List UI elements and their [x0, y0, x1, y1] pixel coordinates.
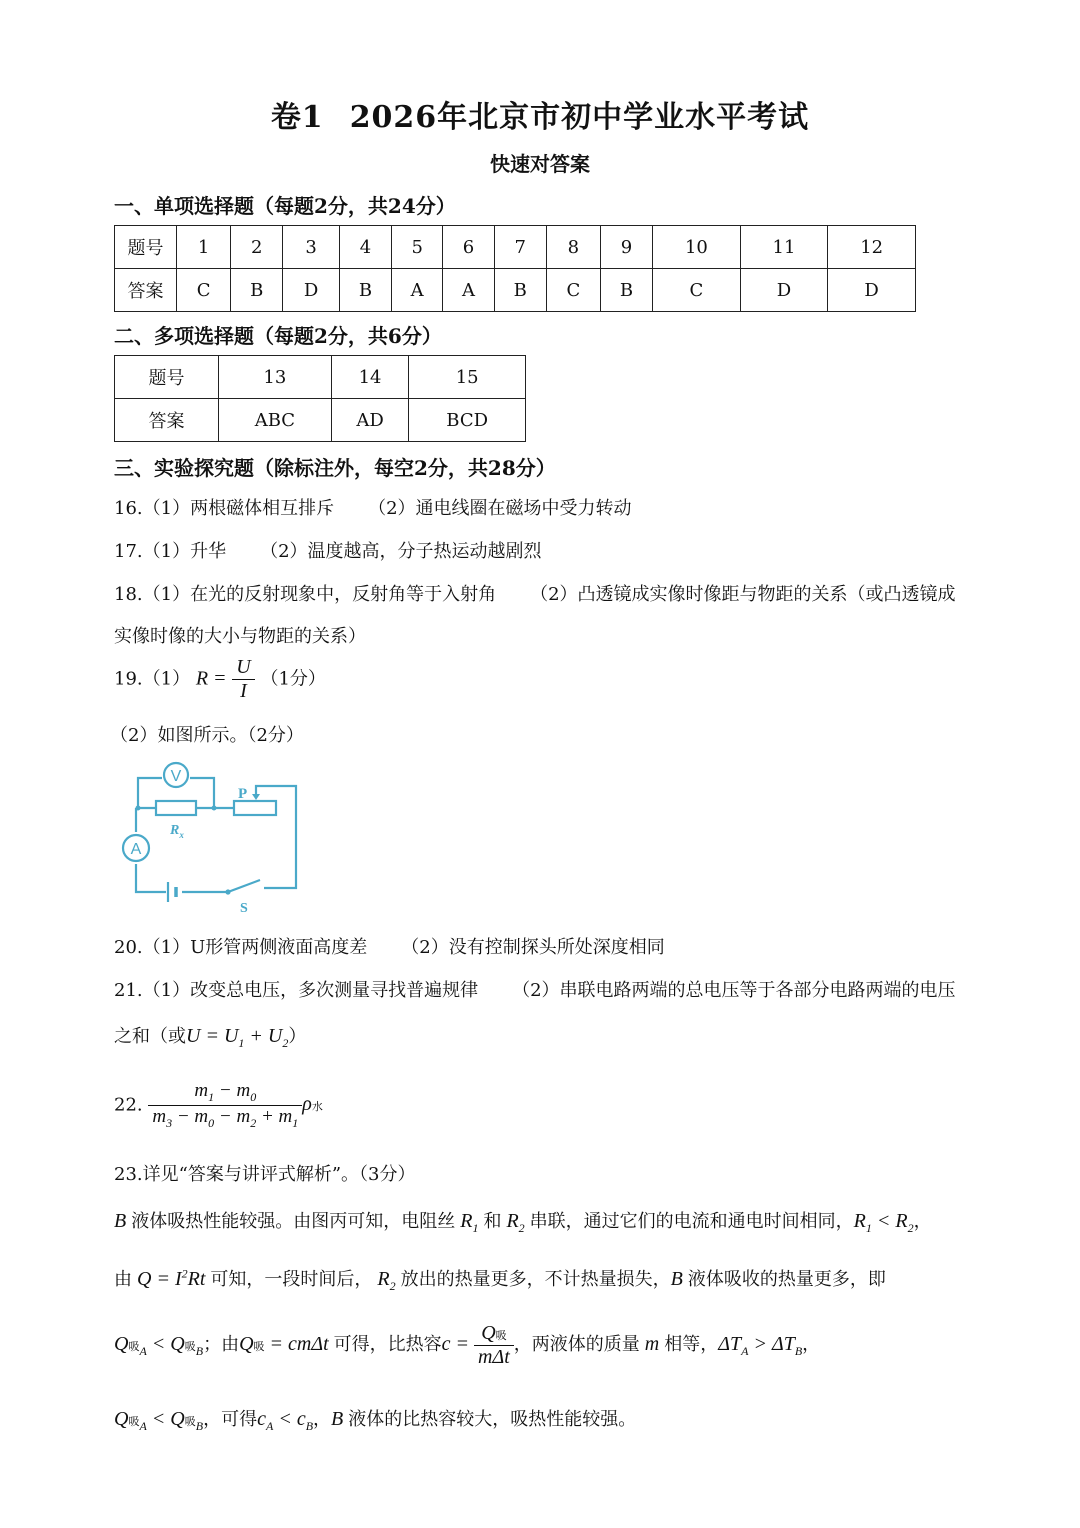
answer-22 [114, 1080, 323, 1131]
answer-cell: C [177, 269, 231, 312]
question-number-cell: 7 [494, 226, 546, 269]
resistor-letter: R [170, 823, 180, 838]
answer-part: （1）U形管两侧液面高度差 [142, 937, 368, 958]
answer-cell: AD [331, 399, 409, 442]
r2-symbol: $R_2$ [372, 1268, 396, 1293]
question-number: 19. [114, 668, 143, 690]
table-row-label: 题号 [115, 226, 177, 269]
resistor-subscript: x [179, 830, 184, 840]
answer-20 [114, 933, 665, 959]
fraction-denominator: $m_3 - m_0 - m_2 + m_1$ [152, 1105, 299, 1130]
table-row-label: 答案 [115, 269, 177, 312]
page-subtitle: 快速对答案 [490, 152, 590, 176]
page-title [0, 92, 1080, 136]
answer-part: （1）改变总电压，多次测量寻找普遍规律 [142, 980, 479, 1001]
slider-label: P [238, 786, 248, 802]
question-number: 18. [114, 584, 143, 605]
explanation-text: 相等， [664, 1334, 719, 1356]
resistor-label [169, 823, 184, 840]
explanation-text: 可得，比热容 [333, 1334, 442, 1356]
answer-23 [114, 1160, 416, 1186]
answer-16 [114, 494, 632, 520]
circuit-wires [136, 778, 296, 892]
heat-formula: Q吸 = cmΔt [239, 1333, 334, 1356]
question-number-cell: 4 [339, 226, 391, 269]
answer-cell: C [653, 269, 741, 312]
answer-cell: A [443, 269, 494, 312]
liquid-b: B [114, 1210, 132, 1232]
multi-choice-table [114, 355, 526, 442]
explanation-text: 液体吸收的热量更多，即 [687, 1269, 886, 1290]
table-row-label: 题号 [115, 356, 219, 399]
question-number-cell: 15 [409, 356, 526, 399]
density-symbol: ρ水 [302, 1093, 323, 1116]
question-number: 17. [114, 541, 143, 562]
answer-part: （1） [142, 668, 191, 690]
question-number: 21. [114, 980, 143, 1001]
r2-symbol: $R_2$ [501, 1210, 525, 1235]
answer-part: （2）温度越高，分子热运动越剧烈 [260, 541, 542, 562]
section1-heading: 一、单项选择题（每题2分，共24分） [114, 194, 456, 218]
voltage-formula: $U = U_1 + U_2$ [186, 1025, 289, 1050]
answer-cell: B [600, 269, 652, 312]
question-number-cell: 11 [740, 226, 828, 269]
answer-part: （2）通电线圈在磁场中受力转动 [368, 498, 632, 519]
answer-18-continued: 实像时像的大小与物距的关系） [114, 626, 366, 647]
voltmeter-label: V [170, 768, 182, 785]
answer-part: 详见“答案与讲评式解析”。（3分） [142, 1164, 416, 1185]
question-number-cell: 14 [331, 356, 409, 399]
ammeter-label: A [130, 841, 142, 858]
battery-icon [168, 882, 176, 902]
circuit-diagram [118, 760, 308, 920]
single-choice-table [114, 225, 916, 312]
question-number-cell: 8 [546, 226, 600, 269]
answer-19-part2: （2）如图所示。（2分） [110, 725, 304, 746]
r1-symbol: $R_1$ [455, 1210, 479, 1235]
explanation-text: 液体的比热容较大，吸热性能较强。 [348, 1409, 637, 1430]
points-note: （1分） [260, 668, 326, 690]
temp-compare: $\Delta T_A > \Delta T_B$ [718, 1333, 803, 1359]
answer-part: ） [288, 1026, 307, 1047]
question-number-cell: 10 [653, 226, 741, 269]
answer-cell: BCD [409, 399, 526, 442]
fraction-numerator: $m_1 - m_0$ [148, 1080, 302, 1106]
formula-lhs: R = [195, 667, 227, 690]
answer-21-continued [114, 1022, 306, 1051]
question-number-cell: 1 [177, 226, 231, 269]
specific-heat-compare: $c_A < c_B$ [257, 1408, 314, 1433]
answer-part: （1）两根磁体相互排斥 [142, 498, 335, 519]
explanation-text: 可知，一段时间后， [210, 1269, 373, 1290]
question-number: 22. [114, 1094, 143, 1116]
heat-compare: Q吸$_A$ < Q吸$_B$ [114, 1408, 204, 1433]
answer-part: 之和（或 [114, 1026, 186, 1047]
volume-label: 卷1 [270, 100, 324, 135]
answer-part: （2）串联电路两端的总电压等于各部分电路两端的电压 [512, 980, 956, 1001]
question-number-cell: 6 [443, 226, 494, 269]
answer-21 [114, 976, 956, 1002]
heat-compare: Q吸$_A$ < Q吸$_B$ [114, 1333, 204, 1359]
answer-cell: D [283, 269, 340, 312]
question-number-cell: 3 [283, 226, 340, 269]
formula-fraction [232, 656, 254, 703]
explanation-text: ，两液体的质量 [513, 1334, 640, 1356]
r-compare: $R_1 < R_2$ [853, 1210, 914, 1235]
fraction-numerator: U [232, 656, 254, 680]
answer-part: （2）没有控制探头所处深度相同 [401, 937, 665, 958]
answer-cell: C [546, 269, 600, 312]
question-number-cell: 13 [219, 356, 332, 399]
answer-23-line1: B 液体吸热性能较强。由图丙可知，电阻丝 $R_1$ 和 $R_2$ 串联，通过它们的电流和通电时间相同，$R_1 < R_2$， [114, 1210, 932, 1235]
explanation-text: ，可得 [203, 1409, 258, 1430]
explanation-text: 串联，通过它们的电流和通电时间相同， [529, 1211, 854, 1232]
answer-cell: D [740, 269, 828, 312]
explanation-text: 和 [483, 1211, 502, 1232]
explanation-text: 由 [114, 1269, 132, 1290]
answer-cell: B [231, 269, 283, 312]
section3-heading: 三、实验探究题（除标注外，每空2分，共28分） [114, 456, 556, 480]
answer-23-line4 [114, 1405, 636, 1434]
slider-arrow-icon [252, 794, 260, 800]
junction-dot [136, 806, 141, 811]
answer-part: （2）凸透镜成实像时像距与物距的关系（或凸透镜成 [530, 584, 956, 605]
answer-cell: D [828, 269, 916, 312]
joule-formula: $Q = I^2Rt$ [132, 1266, 211, 1290]
answer-23-line2 [114, 1265, 886, 1294]
question-number-cell: 2 [231, 226, 283, 269]
question-number: 16. [114, 498, 143, 519]
absorb-subscript: 吸 [495, 1330, 507, 1342]
explanation-text: 放出的热量更多，不计热量损失， [400, 1269, 671, 1290]
exam-title: 2026年北京市初中学业水平考试 [349, 100, 810, 135]
question-number-cell: 12 [828, 226, 916, 269]
rheostat-icon [234, 801, 276, 815]
switch-label: S [240, 901, 248, 916]
table-row-label: 答案 [115, 399, 219, 442]
explanation-text: 液体吸热性能较强。由图丙可知，电阻丝 [131, 1211, 456, 1232]
explanation-text: ；由 [203, 1334, 240, 1356]
section2-heading: 二、多项选择题（每题2分，共6分） [114, 324, 442, 348]
answer-cell: B [339, 269, 391, 312]
mass-symbol: m [639, 1333, 665, 1356]
answer-cell: ABC [219, 399, 332, 442]
specific-heat-formula: c = $\frac{\text{Q吸}}{\text{mΔt}}$ [442, 1333, 514, 1355]
resistor-rx-icon [156, 801, 196, 815]
answer-17 [114, 537, 542, 563]
density-formula [148, 1080, 302, 1131]
explanation-text: ， [313, 1409, 332, 1430]
question-number: 20. [114, 937, 143, 958]
junction-dot [212, 806, 217, 811]
question-number: 23. [114, 1164, 143, 1185]
answer-part: （1）升华 [142, 541, 227, 562]
question-number-cell: 5 [392, 226, 443, 269]
answer-19 [114, 656, 326, 703]
liquid-b: B [331, 1408, 349, 1430]
question-number-cell: 9 [600, 226, 652, 269]
answer-part: （1）在光的反射现象中，反射角等于入射角 [142, 584, 497, 605]
fraction-denominator: I [240, 680, 247, 702]
answer-cell: A [392, 269, 443, 312]
liquid-b: B [670, 1268, 688, 1290]
answer-23-line3: Q吸$_A$ < Q吸$_B$；由Q吸 = cmΔt 可得，比热容c = $\frac{\text{Q吸}}{\text{mΔt}}$ ，两液体的质量 m 相等，$\Delta T_A > \Delta T_B$， [114, 1322, 821, 1368]
answer-18 [114, 580, 956, 606]
switch-icon [227, 880, 261, 894]
answer-cell: B [494, 269, 546, 312]
